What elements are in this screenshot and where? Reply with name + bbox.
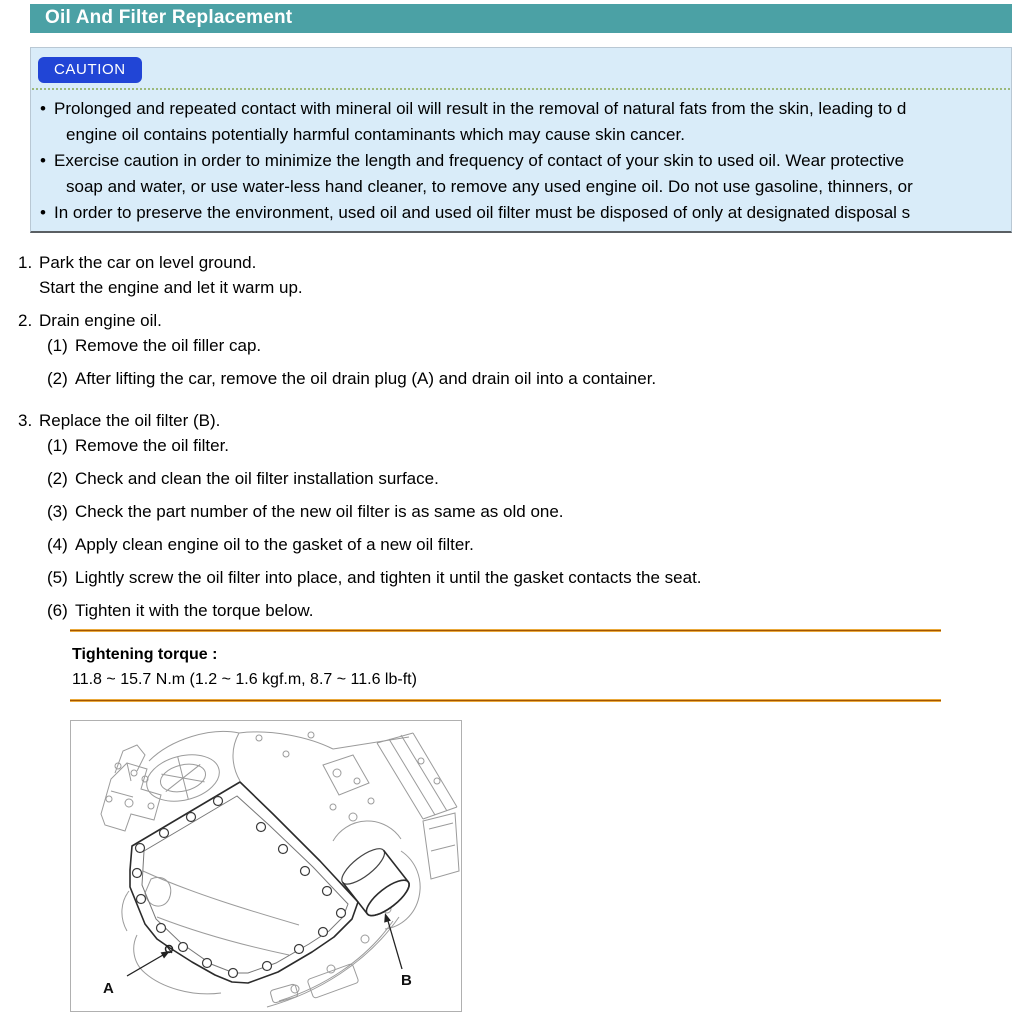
- caution-box: [30, 47, 1012, 233]
- caution-line: Exercise caution in order to minimize the length and frequency of contact of your skin to used oil. Wear protective: [54, 151, 905, 170]
- step-3-sub-5-number: (5): [47, 568, 68, 587]
- step-3-sub-1-text: Remove the oil filter.: [75, 436, 230, 455]
- step-2-number: 2.: [18, 311, 33, 330]
- label-b: B: [401, 972, 412, 989]
- step-3-line-1: Replace the oil filter (B).: [39, 411, 221, 430]
- step-2-sub-1-number: (1): [47, 336, 68, 355]
- caution-bullet-1-line-2: engine oil contains potentially harmful contaminants which may cause skin cancer.: [66, 125, 685, 144]
- orange-rule-bottom: [70, 699, 941, 702]
- step-1-number: 1.: [18, 253, 33, 272]
- torque-spec-block: [70, 629, 941, 702]
- caution-bullet-1-line-1: [31, 96, 1011, 122]
- step-3-sub-3-text: Check the part number of the new oil filter is as same as old one.: [75, 502, 564, 521]
- label-a: A: [103, 980, 114, 997]
- step-3-sub-2-number: (2): [47, 469, 68, 488]
- step-2-sub-2-text: After lifting the car, remove the oil drain plug (A) and drain oil into a container.: [75, 369, 657, 388]
- caution-bullet-3-line-1: [31, 200, 1011, 226]
- step-3-sub-4-number: (4): [47, 535, 68, 554]
- title-bar: [30, 4, 1012, 33]
- step-3-sub-3-number: (3): [47, 502, 68, 521]
- step-2-sub-1-text: Remove the oil filler cap.: [75, 336, 262, 355]
- caution-line: Prolonged and repeated contact with mineral oil will result in the removal of natural fats from the skin, leading to d: [54, 99, 907, 118]
- step-3: [0, 408, 1024, 433]
- step-group-3: [0, 408, 1024, 623]
- step-2-line-1: Drain engine oil.: [39, 311, 162, 330]
- arrow-b-head: [384, 913, 391, 923]
- caution-divider: [32, 88, 1010, 90]
- page-title: Oil And Filter Replacement: [45, 7, 293, 28]
- step-1: [0, 250, 1024, 300]
- engine-oil-pan-figure: [70, 720, 462, 1012]
- engine-background-detail: [101, 731, 459, 1007]
- torque-label: Tightening torque :: [72, 646, 218, 663]
- step-3-sub-4-text: Apply clean engine oil to the gasket of a new oil filter.: [75, 535, 474, 554]
- step-3-sub-6-text: Tighten it with the torque below.: [75, 601, 314, 620]
- step-2-sub-2-number: (2): [47, 369, 68, 388]
- torque-value: 11.8 ~ 15.7 N.m (1.2 ~ 1.6 kgf.m, 8.7 ~ 11.6 lb-ft): [72, 671, 417, 688]
- callout-a: [103, 951, 170, 997]
- step-3-number: 3.: [18, 411, 33, 430]
- caution-badge: CAUTION: [38, 57, 142, 83]
- step-3-sub-4: [0, 532, 1024, 557]
- step-1-line-1: Park the car on level ground.: [39, 253, 257, 272]
- torque-spec-text: [70, 632, 941, 699]
- step-group-1: [0, 250, 1024, 300]
- caution-text: [31, 96, 1011, 226]
- step-3-sub-6: [0, 598, 1024, 623]
- procedure-steps: [0, 250, 1024, 623]
- step-2-sub-2: [0, 366, 1024, 391]
- caution-line: In order to preserve the environment, used oil and used oil filter must be disposed of only at designated disposal s: [54, 203, 911, 222]
- step-3-sub-5: [0, 565, 1024, 590]
- step-3-sub-6-number: (6): [47, 601, 68, 620]
- step-2: [0, 308, 1024, 333]
- oil-filter: [337, 843, 414, 922]
- step-3-sub-1-number: (1): [47, 436, 68, 455]
- step-1-line-2: Start the engine and let it warm up.: [39, 278, 303, 297]
- step-3-sub-3: [0, 499, 1024, 524]
- caution-bullet-2-line-2: soap and water, or use water-less hand cleaner, to remove any used engine oil. Do not use gasoline, thinners, or: [66, 177, 913, 196]
- engine-line-drawing: [71, 721, 461, 1011]
- step-3-sub-5-text: Lightly screw the oil filter into place, and tighten it until the gasket contacts the seat.: [75, 568, 702, 587]
- caution-bullet-2-line-1: [31, 148, 1011, 174]
- step-group-2: [0, 308, 1024, 391]
- step-3-sub-1: [0, 433, 1024, 458]
- step-3-sub-2-text: Check and clean the oil filter installation surface.: [75, 469, 439, 488]
- step-2-sub-1: [0, 333, 1024, 358]
- arrow-a-head: [161, 951, 170, 959]
- step-3-sub-2: [0, 466, 1024, 491]
